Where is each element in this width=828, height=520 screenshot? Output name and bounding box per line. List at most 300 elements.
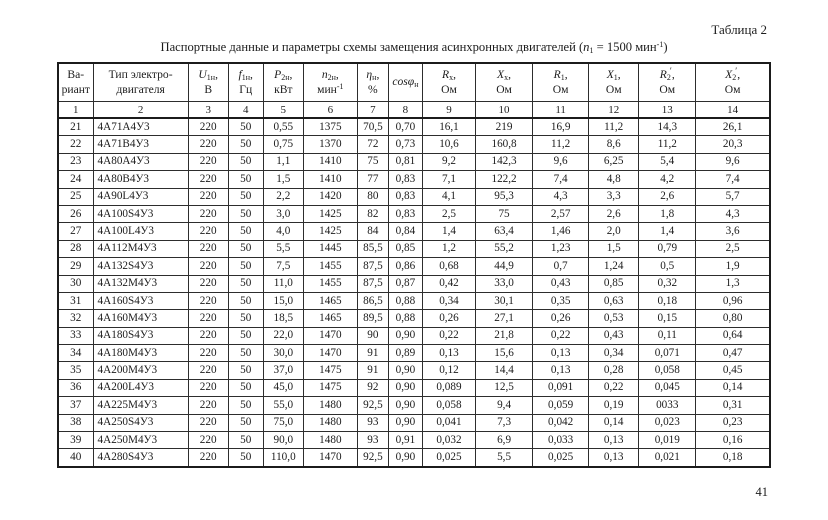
- header-numbers-row: [58, 102, 770, 119]
- motor-parameters-table: [57, 62, 771, 468]
- table-cell: 15,6: [476, 345, 533, 362]
- table-cell: 4А225М4У3: [93, 397, 188, 414]
- table-cell: 4А71А4У3: [93, 118, 188, 136]
- table-cell: 2,57: [533, 205, 589, 222]
- table-cell: 33: [58, 327, 93, 344]
- table-cell: 4А80В4У3: [93, 171, 188, 188]
- table-cell: 4А160М4У3: [93, 310, 188, 327]
- table-cell: 85,5: [357, 240, 388, 257]
- table-row: [58, 188, 770, 205]
- table-cell: 9,6: [533, 153, 589, 170]
- table-cell: 92,5: [357, 449, 388, 467]
- table-row: [58, 118, 770, 136]
- table-cell: 30: [58, 275, 93, 292]
- table-cell: 0,28: [589, 362, 639, 379]
- table-cell: 9,2: [422, 153, 475, 170]
- table-cell: 34: [58, 345, 93, 362]
- table-cell: 0,96: [696, 292, 770, 309]
- table-cell: 5,4: [639, 153, 696, 170]
- table-row: [58, 258, 770, 275]
- column-header: $X_х$, Ом: [476, 63, 533, 102]
- table-cell: 0,13: [589, 432, 639, 449]
- table-cell: 11,0: [263, 275, 303, 292]
- table-cell: 0,83: [388, 188, 422, 205]
- table-cell: 18,5: [263, 310, 303, 327]
- table-cell: 28: [58, 240, 93, 257]
- table-cell: 0,91: [388, 432, 422, 449]
- table-cell: 0,025: [422, 449, 475, 467]
- table-cell: 0,90: [388, 414, 422, 431]
- table-cell: 92: [357, 379, 388, 396]
- table-cell: 0,90: [388, 327, 422, 344]
- table-cell: 110,0: [263, 449, 303, 467]
- table-row: [58, 414, 770, 431]
- table-cell: 4А100L4У3: [93, 223, 188, 240]
- table-cell: 0,85: [388, 240, 422, 257]
- table-cell: 0,032: [422, 432, 475, 449]
- table-row: [58, 449, 770, 467]
- table-cell: 22: [58, 136, 93, 153]
- table-cell: 1480: [303, 397, 357, 414]
- table-cell: 4А80А4У3: [93, 153, 188, 170]
- table-cell: 50: [228, 362, 263, 379]
- table-cell: 6,25: [589, 153, 639, 170]
- table-cell: 75,0: [263, 414, 303, 431]
- column-header: $X_1$, Ом: [589, 63, 639, 102]
- table-cell: 0,90: [388, 449, 422, 467]
- table-cell: 7,4: [533, 171, 589, 188]
- table-cell: 1370: [303, 136, 357, 153]
- table-cell: 50: [228, 223, 263, 240]
- column-header: $U_{1н}$, В: [188, 63, 228, 102]
- table-cell: 2,5: [422, 205, 475, 222]
- table-row: [58, 136, 770, 153]
- table-cell: 4,8: [589, 171, 639, 188]
- table-cell: 1,9: [696, 258, 770, 275]
- table-cell: 1475: [303, 362, 357, 379]
- table-cell: 75: [357, 153, 388, 170]
- table-cell: 4А100S4У3: [93, 205, 188, 222]
- table-cell: 1425: [303, 223, 357, 240]
- table-cell: 220: [188, 205, 228, 222]
- table-cell: 1,4: [639, 223, 696, 240]
- table-cell: 220: [188, 258, 228, 275]
- table-cell: 4А180М4У3: [93, 345, 188, 362]
- table-cell: 0,45: [696, 362, 770, 379]
- table-cell: 0,22: [422, 327, 475, 344]
- table-cell: 84: [357, 223, 388, 240]
- table-cell: 0,68: [422, 258, 475, 275]
- table-cell: 50: [228, 432, 263, 449]
- table-cell: 5,5: [263, 240, 303, 257]
- table-cell: 0,14: [696, 379, 770, 396]
- table-cell: 11,2: [589, 118, 639, 136]
- table-cell: 1,23: [533, 240, 589, 257]
- table-row: [58, 379, 770, 396]
- table-cell: 90,0: [263, 432, 303, 449]
- table-cell: 0,16: [696, 432, 770, 449]
- table-row: [58, 171, 770, 188]
- table-cell: 0,019: [639, 432, 696, 449]
- table-cell: 26: [58, 205, 93, 222]
- table-cell: 220: [188, 118, 228, 136]
- table-cell: 1410: [303, 153, 357, 170]
- table-cell: 93: [357, 432, 388, 449]
- table-cell: 220: [188, 136, 228, 153]
- table-cell: 4А90L4У3: [93, 188, 188, 205]
- table-cell: 50: [228, 327, 263, 344]
- table-cell: 0,35: [533, 292, 589, 309]
- table-cell: 11,2: [639, 136, 696, 153]
- table-cell: 50: [228, 397, 263, 414]
- table-cell: 4,2: [639, 171, 696, 188]
- table-row: [58, 327, 770, 344]
- table-cell: 0,025: [533, 449, 589, 467]
- table-cell: 0,32: [639, 275, 696, 292]
- table-cell: 1470: [303, 327, 357, 344]
- table-cell: 21,8: [476, 327, 533, 344]
- table-cell: 44,9: [476, 258, 533, 275]
- table-cell: 0,90: [388, 397, 422, 414]
- table-cell: 50: [228, 345, 263, 362]
- table-row: [58, 310, 770, 327]
- table-cell: 0,88: [388, 292, 422, 309]
- table-cell: 0,033: [533, 432, 589, 449]
- table-cell: 4А250S4У3: [93, 414, 188, 431]
- table-cell: 30,0: [263, 345, 303, 362]
- table-cell: 0,23: [696, 414, 770, 431]
- table-cell: 4А132М4У3: [93, 275, 188, 292]
- table-cell: 50: [228, 414, 263, 431]
- table-cell: 39: [58, 432, 93, 449]
- table-cell: 2,6: [639, 188, 696, 205]
- table-label: Таблица 2: [711, 22, 767, 37]
- table-cell: 0,14: [589, 414, 639, 431]
- page-number: 41: [755, 485, 768, 499]
- table-cell: 93: [357, 414, 388, 431]
- table-cell: 50: [228, 258, 263, 275]
- table-cell: 26,1: [696, 118, 770, 136]
- table-cell: 0,15: [639, 310, 696, 327]
- column-number: 12: [589, 102, 639, 119]
- table-cell: 3,3: [589, 188, 639, 205]
- table-cell: 16,1: [422, 118, 475, 136]
- column-number: 8: [388, 102, 422, 119]
- table-cell: 1470: [303, 449, 357, 467]
- table-cell: 1465: [303, 292, 357, 309]
- table-cell: 0,22: [533, 327, 589, 344]
- table-cell: 0,26: [422, 310, 475, 327]
- table-cell: 4,1: [422, 188, 475, 205]
- column-number: 6: [303, 102, 357, 119]
- table-cell: 4,3: [533, 188, 589, 205]
- table-cell: 1,5: [263, 171, 303, 188]
- table-cell: 50: [228, 379, 263, 396]
- table-cell: 1,1: [263, 153, 303, 170]
- table-cell: 0,058: [639, 362, 696, 379]
- table-cell: 0,70: [388, 118, 422, 136]
- table-cell: 220: [188, 345, 228, 362]
- table-cell: 2,5: [696, 240, 770, 257]
- table-cell: 0,13: [422, 345, 475, 362]
- column-number: 11: [533, 102, 589, 119]
- column-header: Тип электро- двигателя: [93, 63, 188, 102]
- table-cell: 0,34: [422, 292, 475, 309]
- table-cell: 7,3: [476, 414, 533, 431]
- table-cell: 11,2: [533, 136, 589, 153]
- column-header: $P_{2н}$, кВт: [263, 63, 303, 102]
- column-header: $R_2'$, Ом: [639, 63, 696, 102]
- table-cell: 1425: [303, 205, 357, 222]
- table-cell: 1465: [303, 310, 357, 327]
- table-cell: 0,64: [696, 327, 770, 344]
- table-cell: 0,88: [388, 310, 422, 327]
- table-cell: 220: [188, 327, 228, 344]
- table-cell: 0,42: [422, 275, 475, 292]
- table-cell: 220: [188, 397, 228, 414]
- table-cell: 0,091: [533, 379, 589, 396]
- table-cell: 50: [228, 275, 263, 292]
- table-cell: 0,47: [696, 345, 770, 362]
- table-row: [58, 397, 770, 414]
- table-cell: 10,6: [422, 136, 475, 153]
- table-cell: 4,3: [696, 205, 770, 222]
- table-cell: 0,43: [533, 275, 589, 292]
- table-row: [58, 292, 770, 309]
- column-number: 10: [476, 102, 533, 119]
- table-cell: 23: [58, 153, 93, 170]
- table-cell: 12,5: [476, 379, 533, 396]
- table-cell: 37,0: [263, 362, 303, 379]
- column-number: 4: [228, 102, 263, 119]
- column-header: $R_х$, Ом: [422, 63, 475, 102]
- table-cell: 220: [188, 310, 228, 327]
- table-cell: 1,2: [422, 240, 475, 257]
- table-cell: 35: [58, 362, 93, 379]
- table-cell: 0,7: [533, 258, 589, 275]
- table-cell: 0,045: [639, 379, 696, 396]
- table-cell: 21: [58, 118, 93, 136]
- table-cell: 5,5: [476, 449, 533, 467]
- table-cell: 1470: [303, 345, 357, 362]
- table-cell: 7,5: [263, 258, 303, 275]
- table-cell: 7,4: [696, 171, 770, 188]
- table-cell: 50: [228, 205, 263, 222]
- table-cell: 90: [357, 327, 388, 344]
- table-cell: 80: [357, 188, 388, 205]
- table-cell: 4А160S4У3: [93, 292, 188, 309]
- table-cell: 4А180S4У3: [93, 327, 188, 344]
- table-cell: 14,4: [476, 362, 533, 379]
- table-cell: 4А112М4У3: [93, 240, 188, 257]
- table-cell: 77: [357, 171, 388, 188]
- table-cell: 0,12: [422, 362, 475, 379]
- table-cell: 30,1: [476, 292, 533, 309]
- table-cell: 1480: [303, 432, 357, 449]
- table-cell: 0033: [639, 397, 696, 414]
- table-cell: 0,84: [388, 223, 422, 240]
- table-cell: 55,2: [476, 240, 533, 257]
- table-cell: 0,55: [263, 118, 303, 136]
- table-cell: 0,90: [388, 379, 422, 396]
- column-header: Ва- риант: [58, 63, 93, 102]
- table-cell: 0,13: [533, 362, 589, 379]
- table-cell: 4А250М4У3: [93, 432, 188, 449]
- table-cell: 3,6: [696, 223, 770, 240]
- table-cell: 0,31: [696, 397, 770, 414]
- table-cell: 220: [188, 379, 228, 396]
- table-cell: 0,73: [388, 136, 422, 153]
- table-cell: 22,0: [263, 327, 303, 344]
- column-header: $R_1$, Ом: [533, 63, 589, 102]
- table-cell: 55,0: [263, 397, 303, 414]
- table-cell: 4А200М4У3: [93, 362, 188, 379]
- table-cell: 1420: [303, 188, 357, 205]
- table-cell: 50: [228, 136, 263, 153]
- table-cell: 15,0: [263, 292, 303, 309]
- table-cell: 220: [188, 223, 228, 240]
- table-row: [58, 275, 770, 292]
- table-cell: 24: [58, 171, 93, 188]
- table-cell: 1,3: [696, 275, 770, 292]
- column-header: $f_{1н}$, Гц: [228, 63, 263, 102]
- table-cell: 75: [476, 205, 533, 222]
- table-cell: 91: [357, 345, 388, 362]
- table-cell: 70,5: [357, 118, 388, 136]
- table-cell: 50: [228, 118, 263, 136]
- table-cell: 16,9: [533, 118, 589, 136]
- table-cell: 27,1: [476, 310, 533, 327]
- table-cell: 50: [228, 188, 263, 205]
- table-cell: 1,24: [589, 258, 639, 275]
- table-cell: 1410: [303, 171, 357, 188]
- table-cell: 0,83: [388, 205, 422, 222]
- table-cell: 220: [188, 432, 228, 449]
- table-cell: 0,86: [388, 258, 422, 275]
- column-number: 14: [696, 102, 770, 119]
- table-cell: 160,8: [476, 136, 533, 153]
- table-cell: 0,13: [533, 345, 589, 362]
- table-cell: 0,058: [422, 397, 475, 414]
- table-cell: 9,4: [476, 397, 533, 414]
- table-cell: 3,0: [263, 205, 303, 222]
- table-cell: 0,042: [533, 414, 589, 431]
- table-cell: 1475: [303, 379, 357, 396]
- table-cell: 0,79: [639, 240, 696, 257]
- table-cell: 0,5: [639, 258, 696, 275]
- column-number: 3: [188, 102, 228, 119]
- table-cell: 0,18: [639, 292, 696, 309]
- table-caption: Паспортные данные и параметры схемы замещения асинхронных двигателей ($n_1 = 1500$ мин$^{-1}$): [160, 40, 668, 55]
- table-cell: 1,4: [422, 223, 475, 240]
- table-cell: 2,0: [589, 223, 639, 240]
- table-cell: 50: [228, 449, 263, 467]
- table-cell: 0,83: [388, 171, 422, 188]
- table-cell: 0,34: [589, 345, 639, 362]
- table-cell: 0,041: [422, 414, 475, 431]
- table-cell: 14,3: [639, 118, 696, 136]
- table-cell: 220: [188, 153, 228, 170]
- table-cell: 29: [58, 258, 93, 275]
- table-cell: 6,9: [476, 432, 533, 449]
- table-row: [58, 345, 770, 362]
- table-cell: 0,80: [696, 310, 770, 327]
- table-cell: 92,5: [357, 397, 388, 414]
- table-cell: 25: [58, 188, 93, 205]
- table-cell: 220: [188, 188, 228, 205]
- table-row: [58, 223, 770, 240]
- table-cell: 91: [357, 362, 388, 379]
- column-header: $n_{2н}$, мин$^{-1}$: [303, 63, 357, 102]
- table-cell: 0,22: [589, 379, 639, 396]
- table-cell: 37: [58, 397, 93, 414]
- table-cell: 4,0: [263, 223, 303, 240]
- table-cell: 86,5: [357, 292, 388, 309]
- table-cell: 1375: [303, 118, 357, 136]
- table-cell: 89,5: [357, 310, 388, 327]
- table-cell: 50: [228, 310, 263, 327]
- table-cell: 4А280S4У3: [93, 449, 188, 467]
- table-cell: 220: [188, 275, 228, 292]
- table-cell: 0,75: [263, 136, 303, 153]
- column-header: $X_2'$, Ом: [696, 63, 770, 102]
- table-cell: 7,1: [422, 171, 475, 188]
- table-cell: 220: [188, 171, 228, 188]
- table-cell: 5,7: [696, 188, 770, 205]
- table-cell: 38: [58, 414, 93, 431]
- table-cell: 219: [476, 118, 533, 136]
- table-cell: 0,43: [589, 327, 639, 344]
- table-cell: 0,13: [589, 449, 639, 467]
- table-cell: 50: [228, 292, 263, 309]
- table-cell: 220: [188, 449, 228, 467]
- table-cell: 220: [188, 414, 228, 431]
- table-row: [58, 432, 770, 449]
- table-cell: 220: [188, 362, 228, 379]
- table-cell: 122,2: [476, 171, 533, 188]
- table-cell: 31: [58, 292, 93, 309]
- table-cell: 0,87: [388, 275, 422, 292]
- column-header: cosφ$_н$: [388, 63, 422, 102]
- table-cell: 0,11: [639, 327, 696, 344]
- table-cell: 4А132S4У3: [93, 258, 188, 275]
- column-header: $\eta_н$, %: [357, 63, 388, 102]
- table-cell: 0,89: [388, 345, 422, 362]
- table-cell: 4А200L4У3: [93, 379, 188, 396]
- table-cell: 220: [188, 292, 228, 309]
- table-cell: 95,3: [476, 188, 533, 205]
- table-cell: 1445: [303, 240, 357, 257]
- column-number: 2: [93, 102, 188, 119]
- table-body: [58, 118, 770, 467]
- table-cell: 2,6: [589, 205, 639, 222]
- table-cell: 40: [58, 449, 93, 467]
- table-cell: 50: [228, 171, 263, 188]
- table-cell: 0,53: [589, 310, 639, 327]
- table-cell: 0,059: [533, 397, 589, 414]
- table-cell: 1,46: [533, 223, 589, 240]
- table-cell: 1,8: [639, 205, 696, 222]
- table-cell: 27: [58, 223, 93, 240]
- table-row: [58, 153, 770, 170]
- table-cell: 142,3: [476, 153, 533, 170]
- table-cell: 0,26: [533, 310, 589, 327]
- table-cell: 2,2: [263, 188, 303, 205]
- table-cell: 87,5: [357, 258, 388, 275]
- table-cell: 0,071: [639, 345, 696, 362]
- table-cell: 0,85: [589, 275, 639, 292]
- table-cell: 0,63: [589, 292, 639, 309]
